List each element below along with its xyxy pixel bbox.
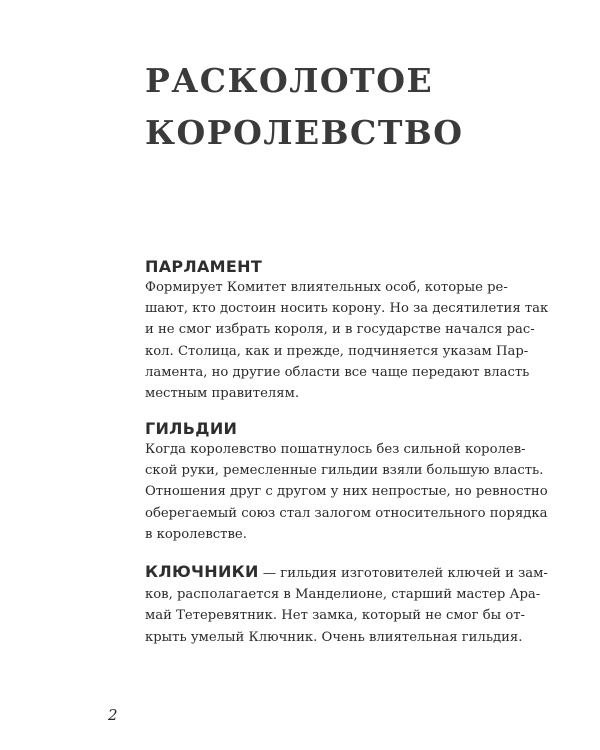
section-heading-keymakers: КЛЮЧНИКИ xyxy=(145,562,259,581)
page-number: 2 xyxy=(108,706,118,724)
paragraph-line: ской руки, ремесленные гильдии взяли большую власть. xyxy=(145,463,544,479)
section-heading-parliament: ПАРЛАМЕНТ xyxy=(145,257,263,276)
chapter-title-line-1: РАСКОЛОТОЕ xyxy=(145,61,434,100)
paragraph-line: местным правителям. xyxy=(145,386,300,402)
section-keymakers xyxy=(145,561,548,648)
section-guilds xyxy=(145,418,548,545)
paragraph-line: Отношения друг с другом у них непростые, но ревностно xyxy=(145,484,548,500)
paragraph-line: крыть умелый Ключник. Очень влиятельная гильдия. xyxy=(145,629,523,645)
section-heading-guilds: ГИЛЬДИИ xyxy=(145,419,238,438)
chapter-title xyxy=(145,55,565,159)
paragraph-line: ламента, но другие области все чаще передают власть xyxy=(145,364,530,380)
paragraph-line-with-heading xyxy=(145,561,548,584)
paragraph-line: май Тетеревятник. Нет замка, который не смог бы от- xyxy=(145,608,526,624)
chapter-title-line-2: КОРОЛЕВСТВО xyxy=(145,113,464,152)
paragraph-line: в королевстве. xyxy=(145,526,247,542)
paragraph-line: шают, кто достоин носить корону. Но за десятилетия так xyxy=(145,301,549,317)
section-parliament xyxy=(145,256,549,404)
paragraph-line: Формирует Комитет влиятельных особ, которые ре- xyxy=(145,280,508,295)
paragraph-line: и не смог избрать короля, и в государстве начался рас- xyxy=(145,322,535,338)
paragraph-line: Когда королевство пошатнулось без сильной королев- xyxy=(145,442,526,457)
paragraph-line: оберегаемый союз стал залогом относительного порядка xyxy=(145,505,548,521)
paragraph-line-rest: — гильдия изготовителей ключей и зам- xyxy=(258,566,548,581)
paragraph-line: кол. Столица, как и прежде, подчиняется указам Пар- xyxy=(145,343,529,359)
paragraph-line: ков, располагается в Манделионе, старший мастер Ара- xyxy=(145,587,541,603)
